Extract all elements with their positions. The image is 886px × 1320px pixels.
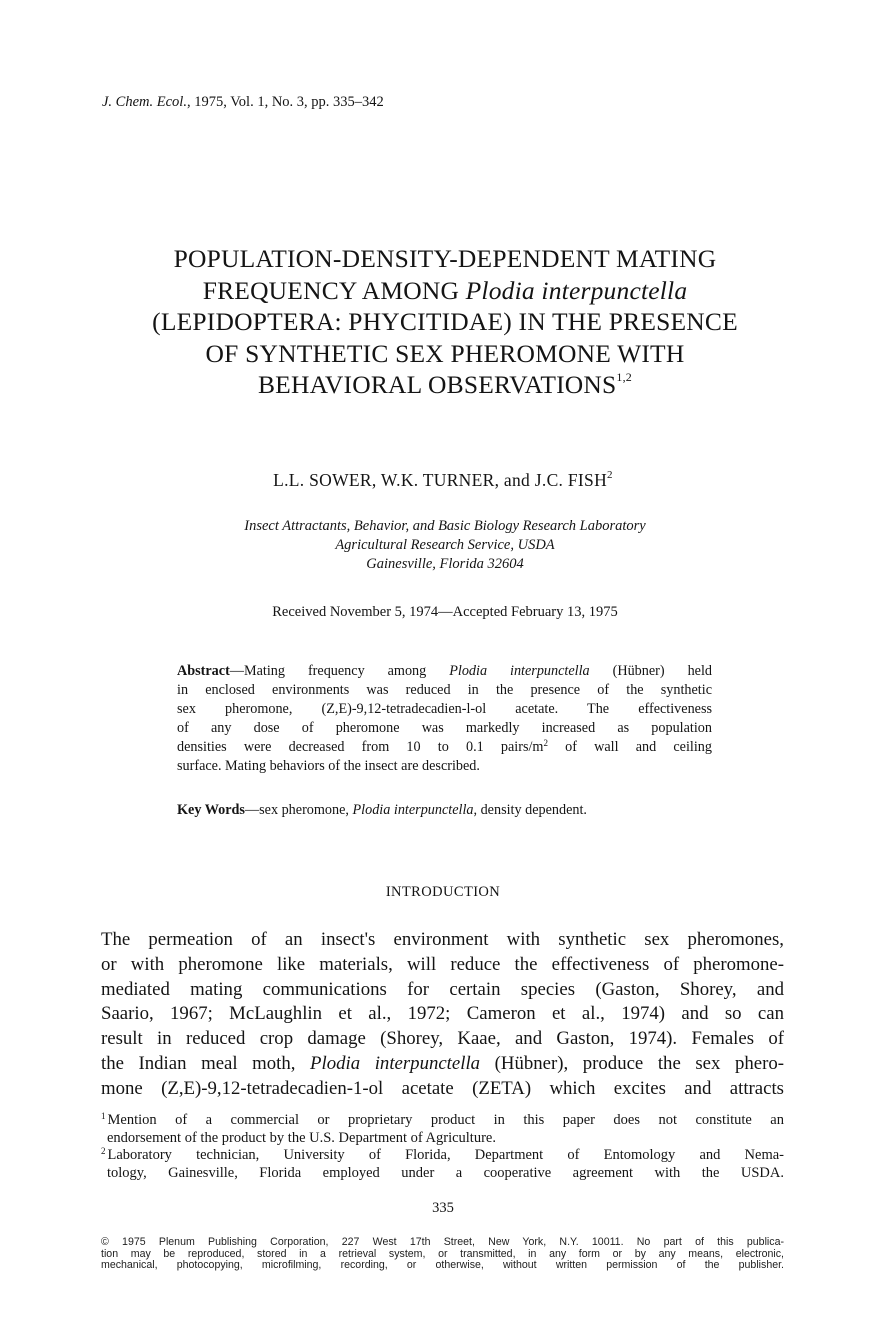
copyright-line: © 1975 Plenum Publishing Corporation, 227 West 17th Street, New York, N.Y. 10011. No part of this publica- xyxy=(101,1236,784,1248)
body-line: mone (Z,E)-9,12-tetradecadien-1-ol acetate (ZETA) which excites and attracts xyxy=(101,1077,784,1099)
abstract-species: Plodia interpunctella xyxy=(449,663,590,679)
body-paragraph xyxy=(101,928,784,1102)
copyright-line: mechanical, photocopying, microfilming, recording, or otherwise, without written permission of the publisher. xyxy=(101,1259,784,1271)
body-line: The permeation of an insect's environment with synthetic sex pheromones, xyxy=(101,929,784,950)
paper-title xyxy=(95,243,795,401)
title-line xyxy=(95,275,795,307)
affiliation-line: Agricultural Research Service, USDA xyxy=(335,537,555,553)
key-words-species: Plodia interpunctella xyxy=(352,802,474,818)
body-text: the Indian meal moth, xyxy=(101,1052,311,1074)
footnote-text: Laboratory technician, University of Florida, Department of Entomology and Nema- xyxy=(107,1147,784,1163)
page-number: 335 xyxy=(432,1200,454,1216)
footnote-text: Mention of a commercial or proprietary product in this paper does not constitute an xyxy=(107,1112,784,1128)
key-words-label: Key Words xyxy=(177,802,245,818)
title-species: Plodia interpunctella xyxy=(465,275,688,305)
title-line xyxy=(95,369,795,401)
body-line xyxy=(101,1052,784,1077)
title-text: FREQUENCY AMONG xyxy=(202,275,466,305)
received-dates: Received November 5, 1974—Accepted February 13, 1975 xyxy=(272,604,618,620)
body-text: (Hübner), produce the sex phero- xyxy=(480,1052,784,1074)
footnote-mark: 1 xyxy=(101,1111,106,1121)
abstract-text: —Mating frequency among xyxy=(229,663,450,679)
title-line: OF SYNTHETIC SEX PHEROMONE WITH xyxy=(205,338,685,368)
key-words xyxy=(177,802,717,819)
section-heading-introduction: INTRODUCTION xyxy=(385,884,501,900)
abstract-line: in enclosed environments was reduced in the presence of the synthetic xyxy=(177,682,712,698)
affiliation-line: Insect Attractants, Behavior, and Basic Biology Research Laboratory xyxy=(244,518,646,534)
footnote-1-continued xyxy=(101,1130,784,1148)
footnote-text: tology, Gainesville, Florida employed under a cooperative agreement with the USDA. xyxy=(107,1164,784,1181)
body-line: result in reduced crop damage (Shorey, Kaae, and Gaston, 1974). Females of xyxy=(101,1028,784,1050)
abstract-line xyxy=(177,662,712,681)
abstract-line xyxy=(177,738,712,757)
abstract-text: of wall and ceiling xyxy=(547,739,712,755)
footnote-2 xyxy=(101,1147,784,1165)
footnote-mark: 2 xyxy=(101,1146,106,1156)
body-line: or with pheromone like materials, will reduce the effectiveness of pheromone- xyxy=(101,953,784,975)
footnote-text: endorsement of the product by the U.S. Department of Agriculture. xyxy=(107,1129,496,1146)
abstract-text: (Hübner) held xyxy=(589,663,712,679)
footnote-1 xyxy=(101,1112,784,1130)
title-text: BEHAVIORAL OBSERVATIONS xyxy=(257,370,617,399)
abstract-line: sex pheromone, (Z,E)-9,12-tetradecadien-l-ol acetate. The effectiveness xyxy=(177,701,712,717)
journal-citation xyxy=(102,94,384,111)
abstract-line: of any dose of pheromone was markedly increased as population xyxy=(177,720,712,736)
abstract xyxy=(177,662,712,776)
body-species: Plodia interpunctella xyxy=(310,1052,481,1074)
body-line: mediated mating communications for certain species (Gaston, Shorey, and xyxy=(101,978,784,1000)
affiliation xyxy=(100,517,790,574)
abstract-label: Abstract xyxy=(177,663,230,679)
authors-text: L.L. SOWER, W.K. TURNER, and J.C. FISH xyxy=(273,470,608,490)
abstract-line: surface. Mating behaviors of the insect are described. xyxy=(177,758,480,774)
author-footnote-mark: 2 xyxy=(607,469,613,481)
footnotes xyxy=(101,1112,784,1182)
footnote-2-continued xyxy=(101,1165,784,1183)
key-words-text: —sex pheromone, xyxy=(244,802,353,818)
title-footnote-marks: 1,2 xyxy=(616,370,633,384)
citation-details: , 1975, Vol. 1, No. 3, pp. 335–342 xyxy=(186,94,384,110)
abstract-superscript: 2 xyxy=(543,738,548,748)
body-line: Saario, 1967; McLaughlin et al., 1972; Cameron et al., 1974) and so can xyxy=(101,1003,784,1025)
journal-name: J. Chem. Ecol. xyxy=(102,94,187,110)
author-list xyxy=(0,470,886,491)
title-line: POPULATION-DENSITY-DEPENDENT MATING xyxy=(173,244,717,273)
copyright-notice xyxy=(101,1237,784,1272)
abstract-text: densities were decreased from 10 to 0.1 pairs/m xyxy=(177,739,544,755)
copyright-line: tion may be reproduced, stored in a retrieval system, or transmitted, in any form or by any means, electronic, xyxy=(101,1247,784,1260)
title-line: (LEPIDOPTERA: PHYCITIDAE) IN THE PRESENCE xyxy=(152,307,738,336)
key-words-text: , density dependent. xyxy=(473,802,587,818)
affiliation-line: Gainesville, Florida 32604 xyxy=(366,556,524,572)
